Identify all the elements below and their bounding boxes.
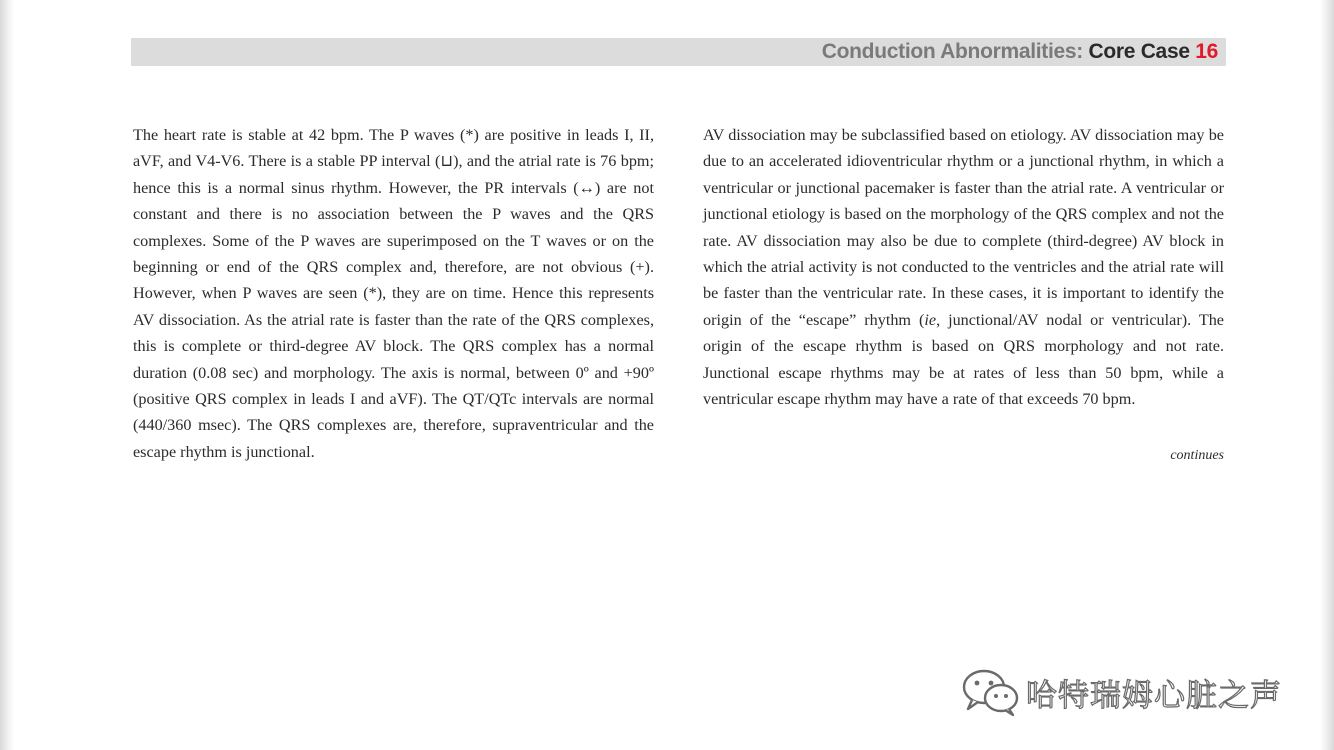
header-section-label: Conduction Abnormalities: (821, 40, 1089, 63)
running-header (131, 38, 1226, 66)
watermark-text: 哈特瑞姆心脏之声 (1026, 677, 1282, 714)
header-case-number: 16 (1195, 40, 1218, 63)
left-paragraph: The heart rate is stable at 42 bpm. The P waves (*) are positive in leads I, II, aVF, and V4-V6. There is a stable PP interval (⊔), and the atrial rate is 76 bpm; hence this is a normal sinus rhythm. However, the PR intervals (↔) are not constant and there is no association between the P waves and the QRS complexes. Some of the P waves are superimposed on the T waves or on the beginning or end of the QRS complex and, therefore, are not obvious (+). However, when P waves are seen (*), they are on time. Hence this represents AV dissociation. As the atrial rate is faster than the rate of the QRS complexes, this is complete or third-degree AV block. The QRS complex has a normal duration (0.08 sec) and morphology. The axis is normal, between 0º and +90º (positive QRS complex in leads I and aVF). The QT/QTc intervals are normal (440/360 msec). The QRS complexes are, therefore, supraventricular and the escape rhythm is junctional. (133, 126, 654, 461)
watermark (960, 664, 1282, 720)
header-title (822, 39, 1218, 65)
header-case-label: Core Case (1088, 40, 1196, 63)
right-text-ie: ie (924, 310, 937, 329)
page-edge-left (0, 0, 14, 750)
continues-label: continues (1170, 448, 1224, 463)
right-text-part-1: AV dissociation may be subclassified based on etiology. AV dissociation may be due to an accelerated idioventricular rhythm or a junctional rhythm, in which a ventricular or junctional pacemaker is faster than the atrial rate. A ventricular or junctional etiology is based on the morphology of the QRS complex and not the rate. AV dissociation may also be due to complete (third-degree) AV block in which the atrial activity is not conducted to the ventricles and the atrial rate will be faster than the ventricular rate. In these cases, it is important to identify the origin of the “escape” rhythm ( (703, 126, 1224, 329)
right-text-part-2: , junctional/AV nodal or ventricular). The origin of the escape rhythm is based on QRS morphology and not rate. Junctional escape rhythms may be at rates of less than 50 bpm, while a ventricular escape rhythm may have a rate of that exceeds 70 bpm. (703, 310, 1224, 409)
wechat-icon (960, 667, 1022, 717)
right-column (703, 122, 1224, 412)
left-column (133, 122, 654, 465)
right-paragraph (703, 122, 1224, 412)
page-edge-right (1320, 0, 1334, 750)
